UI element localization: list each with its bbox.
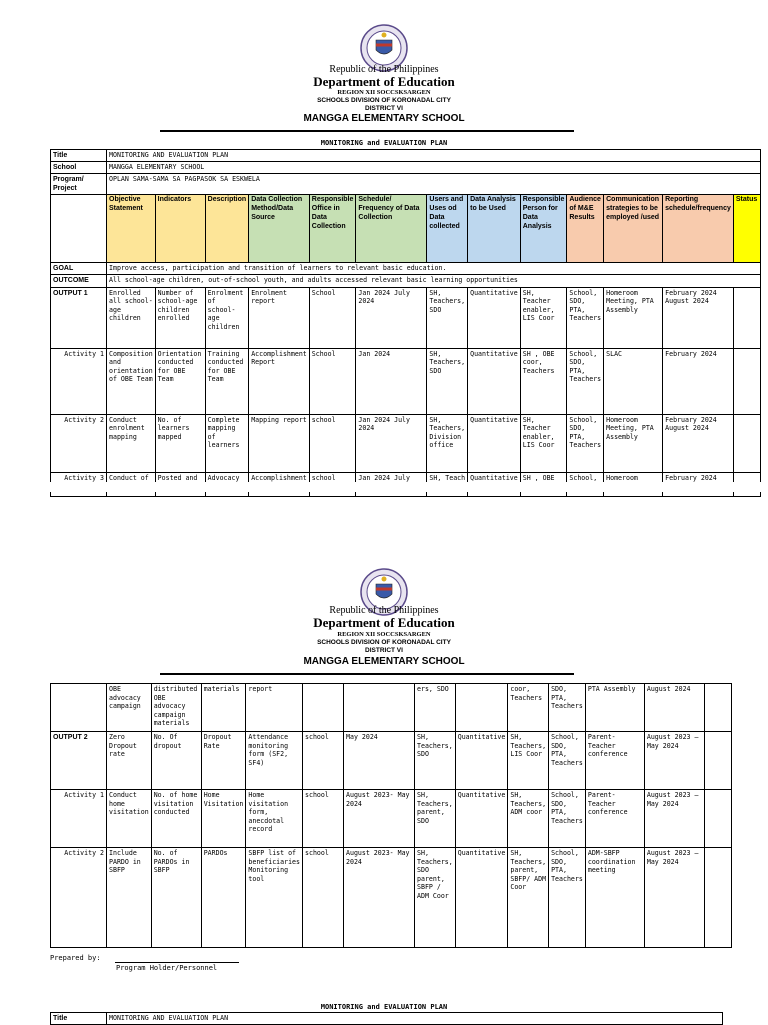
row-label: Activity 2: [51, 848, 107, 948]
table-cell: [704, 684, 731, 732]
title-label: Title: [51, 1013, 107, 1025]
table-cell: Home visitation form, anecdotal record: [246, 790, 303, 848]
page2-rows: [51, 684, 732, 948]
table-cell: [455, 684, 508, 732]
table-cell: SH, Teachers, SDO: [415, 732, 456, 790]
column-header: Reporting schedule/frequency: [663, 195, 734, 263]
table-cell: SH, Teachers, Division office: [427, 414, 468, 472]
table-cell: materials: [201, 684, 246, 732]
region-heading: REGION XII SOCCSKSARGEN: [337, 89, 431, 96]
table-cell: [704, 790, 731, 848]
division-heading: SCHOOLS DIVISION OF KORONADAL CITY: [317, 639, 451, 646]
table-cell: school: [303, 732, 344, 790]
table-cell: School, SDO, PTA, Teachers: [549, 848, 586, 948]
goal-label: GOAL: [51, 263, 107, 275]
district-heading: DISTRICT VI: [365, 647, 403, 654]
table-row: [51, 348, 761, 414]
republic-heading: Republic of the Philippines: [329, 605, 439, 616]
table-cell: SH, Teachers, parent, SDO: [415, 790, 456, 848]
table-cell: SH, Teacher enabler, LIS Coor: [520, 414, 567, 472]
republic-heading: Republic of the Philippines: [329, 64, 439, 75]
table-cell: SH, Teachers, SDO: [427, 287, 468, 348]
table-cell: August 2023- May 2024: [344, 790, 415, 848]
table-cell: Quantitative: [468, 287, 521, 348]
table-cell: School, SDO, PTA, Teachers: [549, 790, 586, 848]
table-cell: Enrolment of school-age children: [205, 287, 249, 348]
table-cell: SBFP list of beneficiaries Monitoring tool: [246, 848, 303, 948]
program-label: Program/ Project: [51, 174, 107, 195]
district-heading: DISTRICT VI: [365, 105, 403, 112]
table-cell: Quantitative: [468, 414, 521, 472]
department-heading: Department of Education: [313, 74, 455, 89]
table-cell: Orientation conducted for OBE Team: [155, 348, 205, 414]
table-cell: school: [309, 414, 356, 472]
table-cell: ers, SDO: [415, 684, 456, 732]
column-header: Status: [733, 195, 760, 263]
table-cell: August 2024: [644, 684, 704, 732]
page1-rows: [51, 287, 761, 496]
table-row: [51, 684, 732, 732]
table-cell: SDO, PTA, Teachers: [549, 684, 586, 732]
table-cell: Accomplishment Report: [249, 348, 310, 414]
division-heading: SCHOOLS DIVISION OF KORONADAL CITY: [317, 97, 451, 104]
table-cell: SH, Teachers, parent, SBFP/ ADM Coor: [508, 848, 549, 948]
table-row: [51, 414, 761, 472]
row-label: Activity 1: [51, 790, 107, 848]
table-cell: School,: [567, 472, 604, 496]
table-cell: No. Of dropout: [151, 732, 201, 790]
me-plan-table: [50, 149, 761, 497]
table-cell: [704, 848, 731, 948]
row-label: Activity 2: [51, 414, 107, 472]
table-cell: Complete mapping of learners: [205, 414, 249, 472]
me-plan-table-continued: [50, 683, 732, 948]
table-cell: Number of school-age children enrolled: [155, 287, 205, 348]
table-cell: Jan 2024 July 2024: [356, 287, 427, 348]
table-cell: coor, Teachers: [508, 684, 549, 732]
table-cell: Mapping report: [249, 414, 310, 472]
table-cell: February 2024: [663, 472, 734, 496]
table-cell: Parent-Teacher conference: [585, 790, 644, 848]
table-cell: Conduct enrolment mapping: [107, 414, 156, 472]
table-cell: SH, Teachers, SDO parent, SBFP / ADM Coor: [415, 848, 456, 948]
table-cell: Home Visitation: [201, 790, 246, 848]
table-cell: Include PARDO in SBFP: [107, 848, 152, 948]
table-cell: February 2024: [663, 348, 734, 414]
table-cell: Parent-Teacher conference: [585, 732, 644, 790]
table-cell: School: [309, 348, 356, 414]
table-cell: SH, Teach: [427, 472, 468, 496]
table-cell: Composition and orientation of OBE Team: [107, 348, 156, 414]
table-cell: No. of home visitation conducted: [151, 790, 201, 848]
table-row: [51, 732, 732, 790]
column-header: Audience of M&E Results: [567, 195, 604, 263]
table-cell: school: [303, 848, 344, 948]
table-cell: report: [246, 684, 303, 732]
column-header: Data Analysis to be Used: [468, 195, 521, 263]
table-cell: [733, 348, 760, 414]
column-header: Users and Uses od Data collected: [427, 195, 468, 263]
table-cell: Quantitative: [455, 848, 508, 948]
table-cell: No. of learners mapped: [155, 414, 205, 472]
table-cell: SH, Teachers, ADM coor: [508, 790, 549, 848]
table-cell: school: [303, 790, 344, 848]
table-cell: Jan 2024 July: [356, 472, 427, 496]
table-cell: School, SDO, PTA, Teachers: [567, 414, 604, 472]
outcome-label: OUTCOME: [51, 275, 107, 287]
column-header-row: [51, 195, 761, 263]
table-cell: ADM-SBFP coordination meeting: [585, 848, 644, 948]
region-heading: REGION XII SOCCSKSARGEN: [337, 631, 431, 638]
table-cell: August 2023 – May 2024: [644, 732, 704, 790]
table-cell: School, SDO, PTA, Teachers: [567, 348, 604, 414]
program-holder-label: Program Holder/Personnel: [116, 964, 218, 972]
table-cell: Jan 2024: [356, 348, 427, 414]
table-cell: [733, 414, 760, 472]
signature-line: [115, 962, 239, 963]
column-header: Schedule/ Frequency of Data Collection: [356, 195, 427, 263]
table-cell: August 2023- May 2024: [344, 848, 415, 948]
table-cell: [344, 684, 415, 732]
table-cell: Quantitative: [455, 732, 508, 790]
row-label: OUTPUT 1: [51, 287, 107, 348]
table-cell: distributed OBE advocacy campaign materials: [151, 684, 201, 732]
table-cell: Training conducted for OBE Team: [205, 348, 249, 414]
table-cell: SH, Teacher enabler, LIS Coor: [520, 287, 567, 348]
table-cell: [733, 287, 760, 348]
column-header: Description: [205, 195, 249, 263]
table-cell: SLAC: [604, 348, 663, 414]
table-cell: Enrolled all school-age children: [107, 287, 156, 348]
table-row: [51, 848, 732, 948]
table-cell: Homeroom Meeting, PTA Assembly: [604, 414, 663, 472]
column-header: Objective Statement: [107, 195, 156, 263]
school-heading: MANGGA ELEMENTARY SCHOOL: [303, 113, 465, 124]
table-cell: SH , OBE: [520, 472, 567, 496]
table-cell: Dropout Rate: [201, 732, 246, 790]
program-value: OPLAN SAMA-SAMA SA PAGPASOK SA ESKWELA: [107, 174, 761, 195]
row-label: Activity 1: [51, 348, 107, 414]
prepared-by-label: Prepared by:: [50, 954, 101, 962]
department-heading: Department of Education: [313, 615, 455, 630]
column-header: Responsible Person for Data Analysis: [520, 195, 567, 263]
table-cell: Quantitative: [468, 348, 521, 414]
me-plan-table-next: [50, 1012, 723, 1025]
table-cell: Accomplishment: [249, 472, 310, 496]
title-value: MONITORING AND EVALUATION PLAN: [107, 150, 761, 162]
table-cell: No. of PARDOs in SBFP: [151, 848, 201, 948]
table-cell: Posted and: [155, 472, 205, 496]
row-label: [51, 684, 107, 732]
table-cell: Quantitative: [455, 790, 508, 848]
table-row: [51, 790, 732, 848]
table-cell: School: [309, 287, 356, 348]
row-label: OUTPUT 2: [51, 732, 107, 790]
table-cell: PARDOs: [201, 848, 246, 948]
table-cell: Zero Dropout rate: [107, 732, 152, 790]
table-cell: Homeroom: [604, 472, 663, 496]
plan-title: MONITORING and EVALUATION PLAN: [320, 139, 448, 147]
plan-title: MONITORING and EVALUATION PLAN: [320, 1003, 448, 1011]
table-cell: [704, 732, 731, 790]
table-row: [51, 287, 761, 348]
document-page-1: [0, 0, 768, 490]
table-cell: May 2024: [344, 732, 415, 790]
table-cell: Enrolment report: [249, 287, 310, 348]
column-header: Data Collection Method/Data Source: [249, 195, 310, 263]
table-cell: SH, Teachers, LIS Coor: [508, 732, 549, 790]
school-value: MANGGA ELEMENTARY SCHOOL: [107, 162, 761, 174]
row-label: Activity 3: [51, 472, 107, 496]
table-cell: [303, 684, 344, 732]
table-cell: SH, Teachers, SDO: [427, 348, 468, 414]
header-divider: [160, 673, 574, 675]
goal-text: Improve access, participation and transition of learners to relevant basic education.: [107, 263, 761, 275]
table-cell: School, SDO, PTA, Teachers: [567, 287, 604, 348]
table-cell: Jan 2024 July 2024: [356, 414, 427, 472]
table-cell: August 2023 – May 2024: [644, 848, 704, 948]
table-cell: Homeroom Meeting, PTA Assembly: [604, 287, 663, 348]
school-heading: MANGGA ELEMENTARY SCHOOL: [303, 656, 465, 667]
title-value: MONITORING AND EVALUATION PLAN: [107, 1013, 723, 1025]
table-cell: Quantitative: [468, 472, 521, 496]
title-label: Title: [51, 150, 107, 162]
table-cell: PTA Assembly: [585, 684, 644, 732]
table-cell: school: [309, 472, 356, 496]
table-cell: Attendance monitoring form (SF2, SF4): [246, 732, 303, 790]
table-cell: SH , OBE coor, Teachers: [520, 348, 567, 414]
table-cell: Conduct home visitation: [107, 790, 152, 848]
school-label: School: [51, 162, 107, 174]
table-cell: February 2024 August 2024: [663, 287, 734, 348]
table-cell: OBE advocacy campaign: [107, 684, 152, 732]
table-cell: Advocacy: [205, 472, 249, 496]
header-divider: [160, 130, 574, 132]
document-page-2: [0, 560, 768, 1024]
column-header: Responsible Office in Data Collection: [309, 195, 356, 263]
column-header: Indicators: [155, 195, 205, 263]
outcome-text: All school-age children, out-of-school youth, and adults accessed relevant basic learning opportunities: [107, 275, 761, 287]
table-cell: August 2023 – May 2024: [644, 790, 704, 848]
table-cell: School, SDO, PTA, Teachers: [549, 732, 586, 790]
table-cell: February 2024 August 2024: [663, 414, 734, 472]
table-cell: Conduct of: [107, 472, 156, 496]
column-header: Communication strategies to be employed /used: [604, 195, 663, 263]
